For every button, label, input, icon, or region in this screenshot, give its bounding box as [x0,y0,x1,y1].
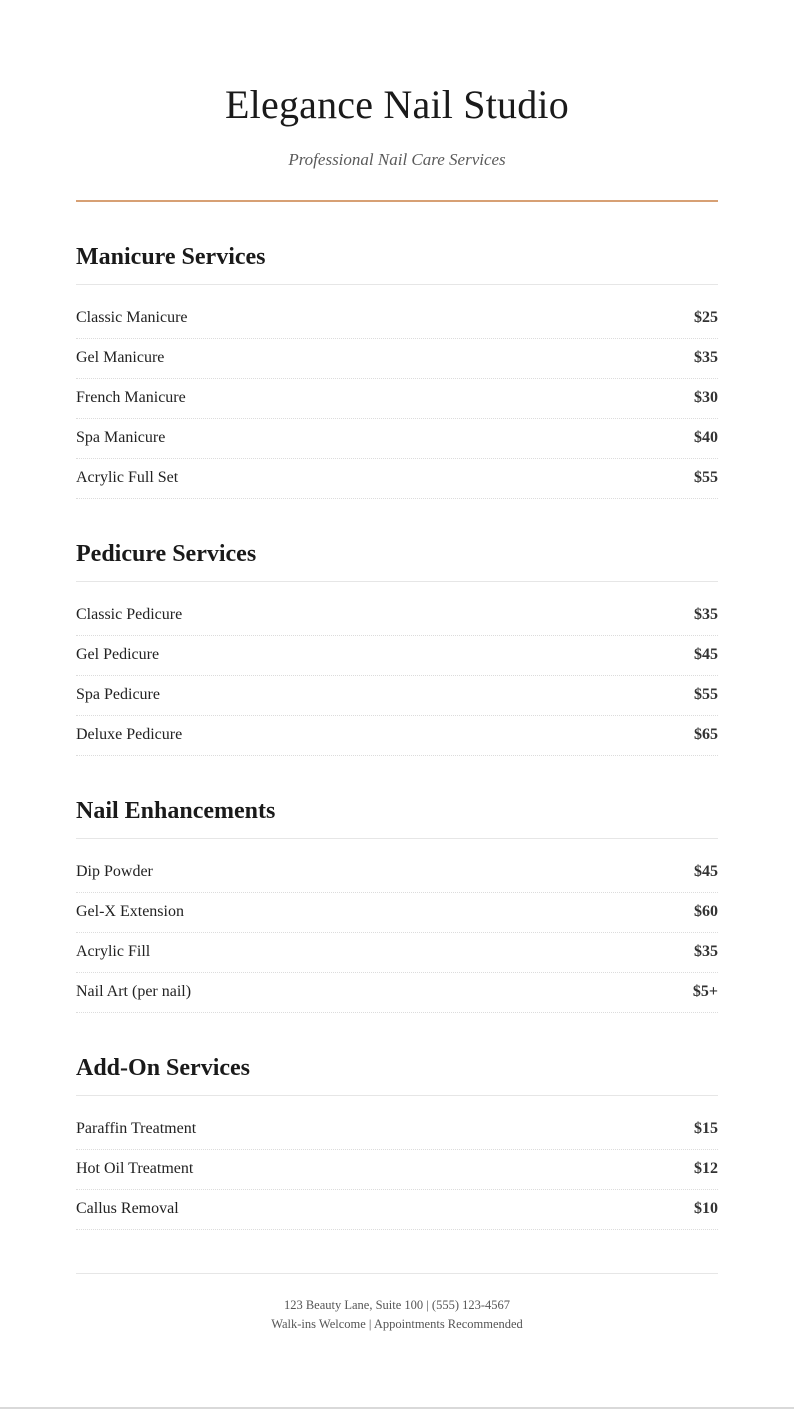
service-item [76,379,718,419]
service-name: Nail Art (per nail) [76,982,192,1000]
service-item [76,459,718,499]
service-price: $60 [694,902,718,920]
service-item [76,1190,718,1230]
section-title: Nail Enhancements [76,796,718,839]
footer-address: 123 Beauty Lane, Suite 100 | (555) 123-4567 [283,1298,511,1312]
header-divider [76,200,718,202]
service-name: French Manicure [76,388,186,406]
service-name: Acrylic Full Set [76,468,179,486]
service-name: Gel-X Extension [76,902,184,920]
service-item [76,636,718,676]
service-item [76,933,718,973]
service-name: Classic Manicure [76,308,188,326]
section-add-on [76,1053,718,1230]
service-item [76,596,718,636]
service-price: $15 [694,1119,718,1137]
service-price: $10 [694,1199,718,1217]
service-item [76,339,718,379]
service-item [76,1110,718,1150]
section-title: Manicure Services [76,242,718,285]
section-manicure [76,242,718,499]
service-name: Classic Pedicure [76,605,183,623]
service-item [76,1150,718,1190]
service-name: Deluxe Pedicure [76,725,183,743]
studio-tagline: Professional Nail Care Services [288,150,506,169]
service-price: $12 [694,1159,718,1177]
footer-note: Walk-ins Welcome | Appointments Recommended [271,1317,523,1331]
service-item [76,716,718,756]
section-pedicure [76,539,718,756]
service-price: $35 [694,942,718,960]
service-name: Spa Pedicure [76,685,160,703]
service-name: Paraffin Treatment [76,1119,197,1137]
service-price: $55 [694,685,718,703]
service-price: $35 [694,348,718,366]
studio-title: Elegance Nail Studio [225,82,569,127]
service-name: Acrylic Fill [76,942,151,960]
service-item [76,419,718,459]
service-name: Gel Manicure [76,348,165,366]
service-price: $25 [694,308,718,326]
menu-footer [76,1273,718,1334]
service-price: $45 [694,645,718,663]
service-price: $35 [694,605,718,623]
service-name: Dip Powder [76,862,153,880]
service-price: $30 [694,388,718,406]
service-price: $65 [694,725,718,743]
service-price: $55 [694,468,718,486]
service-price: $45 [694,862,718,880]
service-item [76,853,718,893]
service-item [76,893,718,933]
service-name: Gel Pedicure [76,645,160,663]
service-price: $40 [694,428,718,446]
service-item [76,973,718,1013]
service-list [76,299,718,499]
service-name: Callus Removal [76,1199,179,1217]
service-item [76,299,718,339]
service-name: Spa Manicure [76,428,166,446]
section-title: Pedicure Services [76,539,718,582]
service-list [76,1110,718,1230]
service-name: Hot Oil Treatment [76,1159,194,1177]
service-price: $5+ [692,982,718,1000]
section-nail-enhancements [76,796,718,1013]
service-list [76,853,718,1013]
menu-header [76,0,718,202]
service-list [76,596,718,756]
menu-page [76,0,718,1331]
service-item [76,676,718,716]
section-title: Add-On Services [76,1053,718,1096]
